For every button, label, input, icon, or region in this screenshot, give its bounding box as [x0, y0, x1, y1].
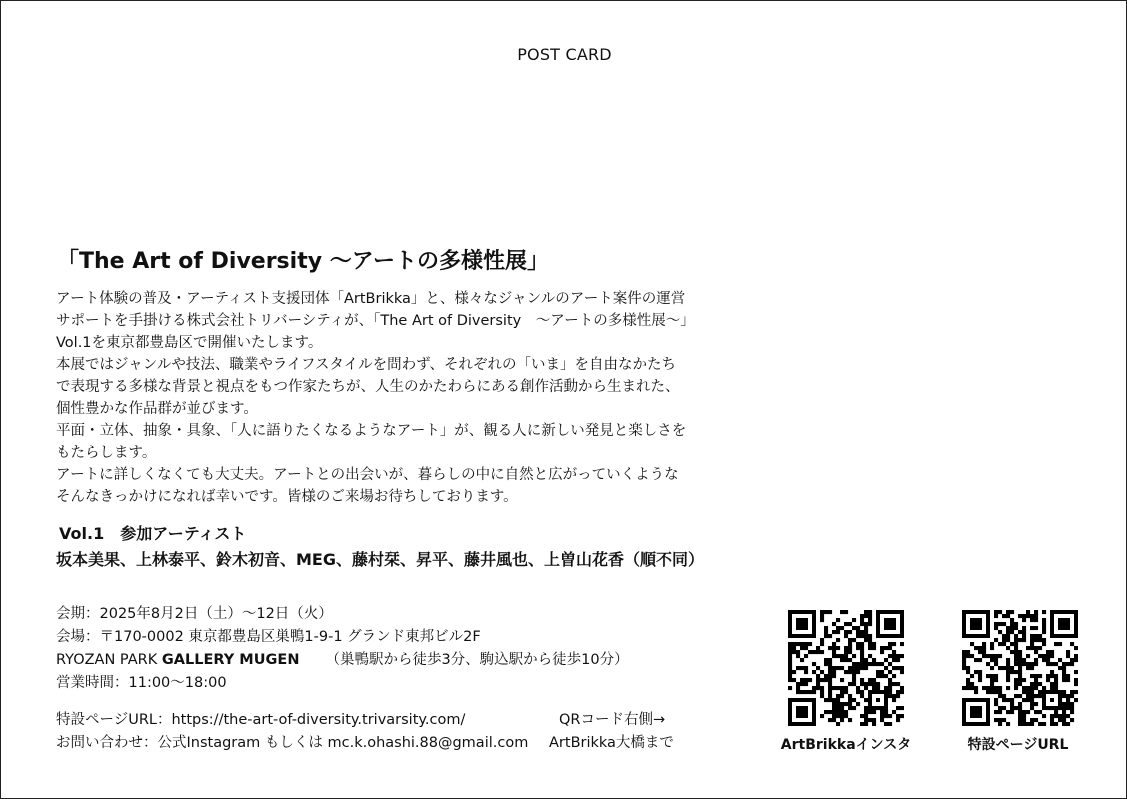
- description-line: もたらします。: [56, 445, 157, 461]
- description-line: で表現する多様な背景と視点をもつ作家たちが、人生のかたわらにある創作活動から生まれた、: [56, 379, 680, 395]
- event-period: 会期：2025年8月2日（土）〜12日（火）: [56, 606, 333, 622]
- qr-code-special-page[interactable]: [962, 610, 1078, 726]
- special-page-url[interactable]: 特設ページURL：https://the-art-of-diversity.trivarsity.com/: [56, 712, 466, 728]
- qr-note-line: QRコード右側→: [559, 712, 666, 728]
- opening-hours: 営業時間：11:00〜18:00: [56, 675, 227, 691]
- qr-label-special-page: 特設ページURL: [967, 737, 1069, 753]
- contact-info: [56, 709, 528, 755]
- description-line: Vol.1を東京都豊島区で開催いたします。: [56, 335, 323, 351]
- artists-heading: Vol.1 参加アーティスト: [59, 524, 247, 543]
- venue-name-line: [56, 649, 629, 672]
- description-line: 平面・立体、抽象・具象、「人に語りたくなるようなアート」が、観る人に新しい発見と楽しさを: [56, 423, 687, 439]
- artists-list: 坂本美果、上林泰平、鈴木初音、MEG、藤村栞、昇平、藤井風也、上曽山花香（順不同）: [56, 550, 704, 569]
- qr-note: [549, 709, 674, 755]
- qr-label-instagram: ArtBrikkaインスタ: [780, 737, 912, 753]
- qr-code-icon: [962, 610, 1078, 726]
- post-card-header: POST CARD: [517, 45, 612, 64]
- description-line: サポートを手掛ける株式会社トリバーシティが、「The Art of Diversity 〜アートの多様性展〜」: [56, 313, 695, 329]
- event-venue: 会場：〒170-0002 東京都豊島区巣鴨1-9-1 グランド東邦ビル2F: [56, 629, 481, 645]
- venue-name-prefix: RYOZAN PARK: [56, 652, 162, 668]
- description-line: 本展ではジャンルや技法、職業やライフスタイルを問わず、それぞれの「いま」を自由なかたち: [56, 357, 676, 373]
- description-line: そんなきっかけになれば幸いです。皆様のご来場お待ちしております。: [56, 489, 518, 505]
- venue-access: （巣鴨駅から徒歩3分、駒込駅から徒歩10分）: [325, 652, 629, 668]
- inquiry-line[interactable]: お問い合わせ：公式Instagram もしくは mc.k.ohashi.88@gmail.com: [56, 735, 529, 751]
- description-line: アート体験の普及・アーティスト支援団体「ArtBrikka」と、様々なジャンルのアート案件の運営: [56, 291, 686, 307]
- qr-code-icon: [788, 610, 904, 726]
- qr-note-line: ArtBrikka大橋まで: [549, 735, 674, 751]
- exhibition-title: 「The Art of Diversity 〜アートの多様性展」: [57, 249, 550, 274]
- venue-name: GALLERY MUGEN: [161, 652, 300, 668]
- description-line: 個性豊かな作品群が並びます。: [56, 401, 258, 417]
- description: [56, 288, 776, 508]
- event-info: [56, 603, 629, 695]
- qr-code-instagram[interactable]: [788, 610, 904, 726]
- description-line: アートに詳しくなくても大丈夫。アートとの出会いが、暮らしの中に自然と広がっていくような: [56, 467, 679, 483]
